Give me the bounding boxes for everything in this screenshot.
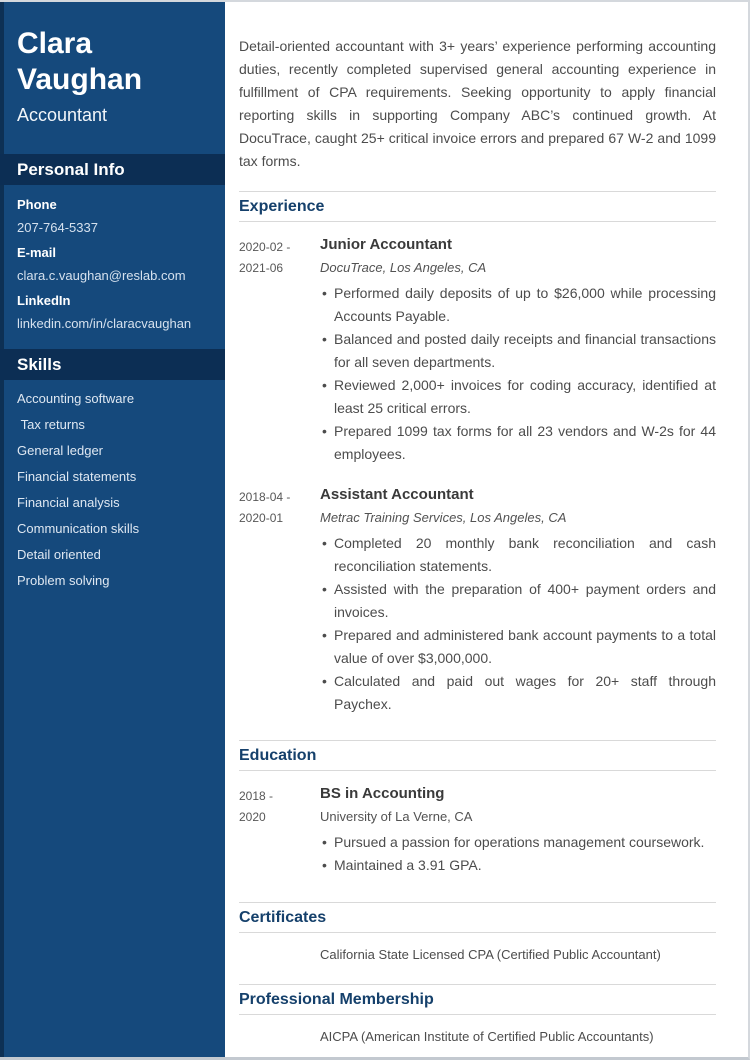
entry-dates [239, 235, 320, 466]
skills-heading [0, 349, 225, 380]
entry-company: DocuTrace, Los Angeles, CA [320, 260, 487, 275]
skill-item: General ledger [17, 443, 103, 458]
name-block [0, 2, 225, 126]
phone-value: 207-764-5337 [17, 220, 98, 235]
certificate-item: California State Licensed CPA (Certified Public Accountant) [320, 947, 661, 962]
date-end: 2021-06 [239, 261, 284, 275]
entry-bullets [320, 831, 716, 877]
date-start: 2018 - [239, 789, 274, 803]
skill-item: Detail oriented [17, 547, 101, 562]
experience-heading: Experience [239, 198, 325, 215]
summary-text: Detail-oriented accountant with 3+ years’ experience performing accounting duties, recently completed supervised general accounting experience in fulfillment of CPA requirements. Seeking opportunity to apply financial reporting skills in supporting Company ABC’s continued growth. At DocuTrace, caught 25+ critical invoice errors and prepared 67 W-2 and 1099 tax forms. [239, 38, 716, 169]
info-row-linkedin [17, 294, 208, 331]
section-divider [239, 902, 716, 903]
bullet-item: • Prepared 1099 tax forms for all 23 vendors and W-2s for 44 employees. [320, 420, 716, 466]
entry-title: Junior Accountant [320, 236, 452, 253]
experience-entry [239, 485, 716, 716]
section-divider [239, 770, 716, 771]
entry-title: Assistant Accountant [320, 486, 474, 503]
section-divider [239, 984, 716, 985]
linkedin-label: LinkedIn [17, 293, 71, 308]
experience-entry [239, 235, 716, 466]
sidebar [0, 2, 225, 1057]
linkedin-value: linkedin.com/in/claracvaughan [17, 316, 192, 331]
section-divider [239, 740, 716, 741]
first-name: Clara [17, 27, 93, 60]
job-title: Accountant [17, 105, 108, 125]
entry-bullets [320, 532, 716, 716]
entry-body [320, 784, 716, 877]
membership-item: AICPA (American Institute of Certified Public Accountants) [320, 1029, 654, 1044]
bullet-item: • Completed 20 monthly bank reconciliation and cash reconciliation statements. [320, 532, 716, 578]
date-end: 2020-01 [239, 511, 284, 525]
skills-heading-label: Skills [17, 354, 62, 374]
entry-school: University of La Verne, CA [320, 809, 473, 824]
entry-dates [239, 485, 320, 716]
education-entry [239, 784, 716, 877]
bullet-item: • Performed daily deposits of up to $26,000 while processing Accounts Payable. [320, 282, 716, 328]
info-row-email [17, 246, 208, 283]
entry-bullets [320, 282, 716, 466]
personal-info-list [0, 185, 225, 331]
section-education [239, 740, 716, 877]
certificates-heading: Certificates [239, 909, 327, 926]
email-value: clara.c.vaughan@reslab.com [17, 268, 186, 283]
bullet-item: • Prepared and administered bank account payments to a total value of over $3,000,000. [320, 624, 716, 670]
section-experience [239, 191, 716, 716]
section-divider [239, 221, 716, 222]
skill-item: Tax returns [17, 417, 85, 432]
skill-item: Communication skills [17, 521, 140, 536]
skill-item: Financial statements [17, 469, 137, 484]
skill-item: Accounting software [17, 391, 135, 406]
personal-info-heading-label: Personal Info [17, 159, 125, 179]
entry-title: BS in Accounting [320, 785, 445, 802]
resume-main [225, 2, 748, 1057]
date-start: 2020-02 - [239, 240, 291, 254]
skills-list [0, 380, 225, 588]
skill-item: Problem solving [17, 573, 110, 588]
bullet-item: • Calculated and paid out wages for 20+ staff through Paychex. [320, 670, 716, 716]
section-divider [239, 191, 716, 192]
bullet-item: • Pursued a passion for operations management coursework. [320, 831, 716, 854]
phone-label: Phone [17, 197, 57, 212]
section-certificates [239, 902, 716, 963]
date-end: 2020 [239, 810, 266, 824]
section-divider [239, 1014, 716, 1015]
section-divider [239, 932, 716, 933]
personal-info-heading [0, 154, 225, 185]
membership-heading: Professional Membership [239, 991, 434, 1008]
education-heading: Education [239, 747, 317, 764]
skill-item: Financial analysis [17, 495, 120, 510]
entry-company: Metrac Training Services, Los Angeles, CA [320, 510, 567, 525]
entry-body [320, 485, 716, 716]
section-membership [239, 984, 716, 1045]
info-row-phone [17, 198, 208, 235]
date-start: 2018-04 - [239, 490, 291, 504]
entry-body [320, 235, 716, 466]
entry-dates [239, 784, 320, 877]
email-label: E-mail [17, 245, 57, 260]
bullet-item: • Maintained a 3.91 GPA. [320, 854, 716, 877]
last-name: Vaughan [17, 63, 143, 96]
bullet-item: • Assisted with the preparation of 400+ payment orders and invoices. [320, 578, 716, 624]
bullet-item: • Balanced and posted daily receipts and financial transactions for all seven departments. [320, 328, 716, 374]
bullet-item: • Reviewed 2,000+ invoices for coding accuracy, identified at least 25 critical errors. [320, 374, 716, 420]
